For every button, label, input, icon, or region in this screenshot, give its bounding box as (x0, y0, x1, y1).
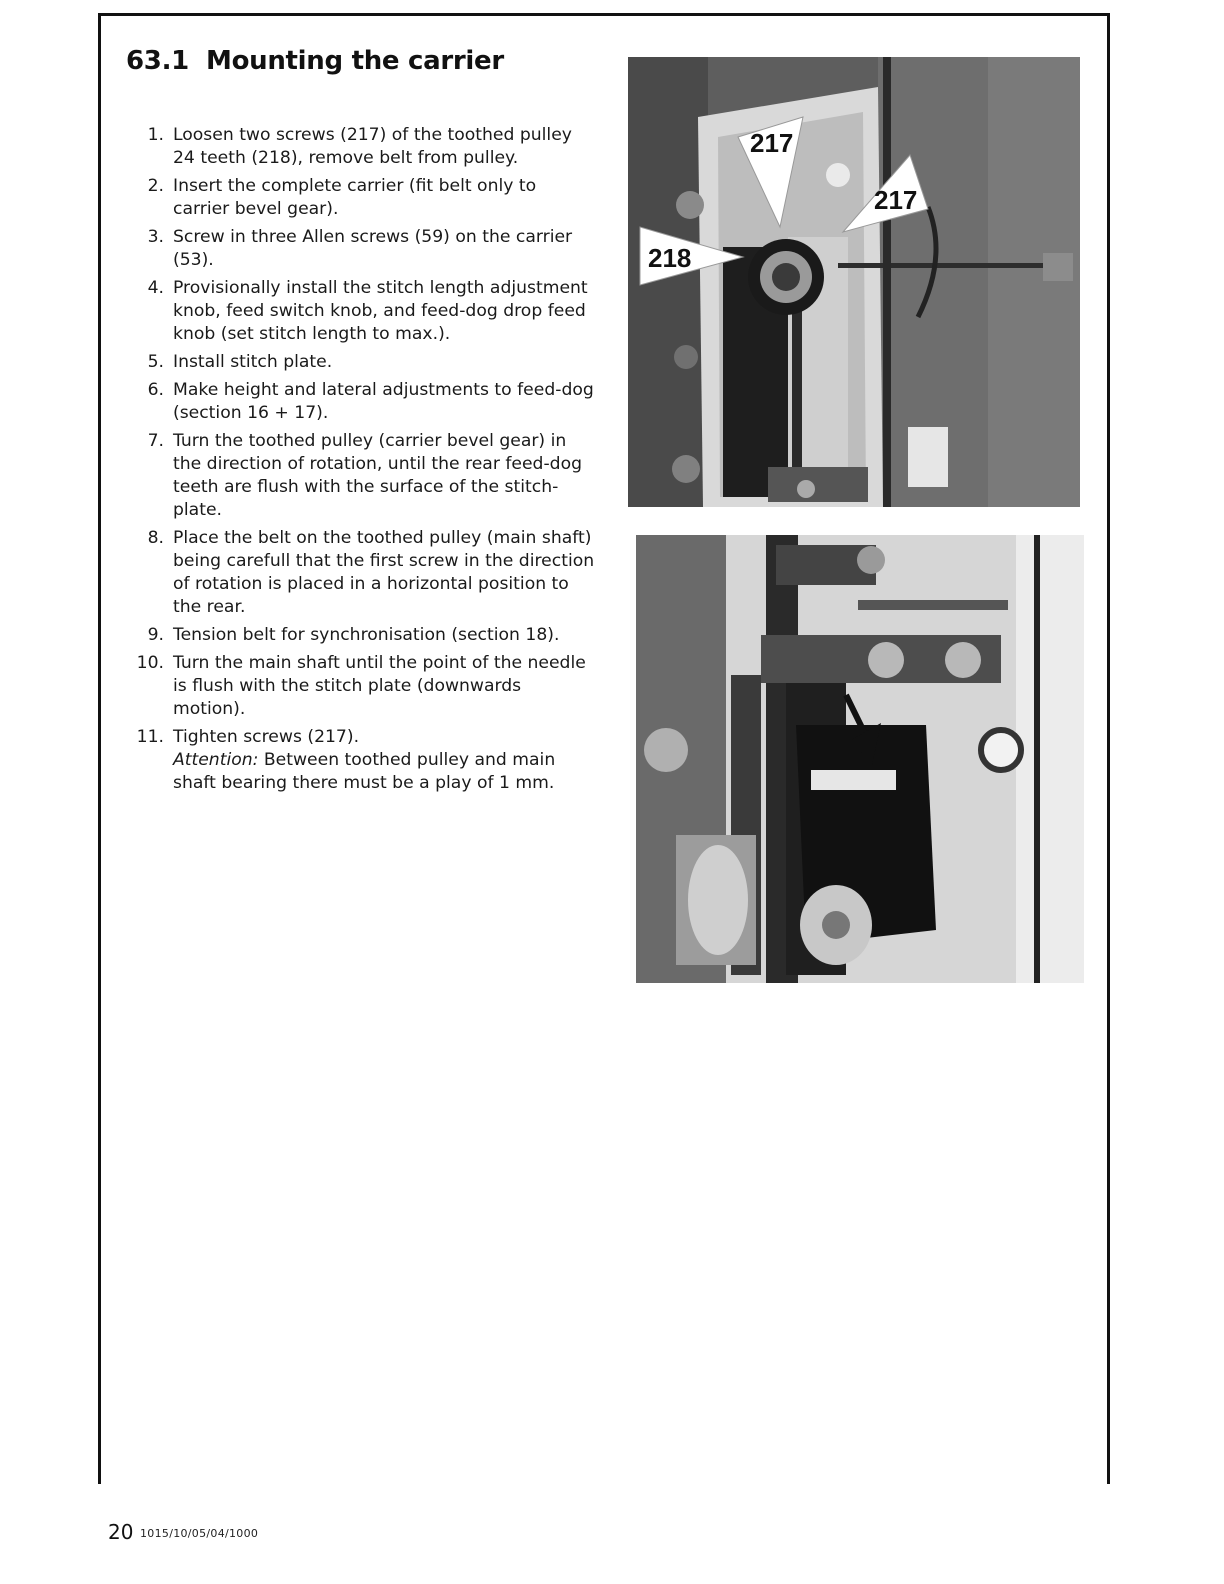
attention-text: Between toothed pulley and main shaft bearing there must be a play of 1 mm. (173, 750, 556, 793)
step-number: 3. (147, 227, 164, 247)
step-text: Make height and lateral adjustments to feed-dog (section 16 + 17). (173, 380, 594, 423)
step-text: Install stitch plate. (173, 352, 333, 372)
figure-carrier-pulley (628, 57, 1080, 507)
section-title: Mounting the carrier (206, 46, 504, 76)
step-number: 8. (147, 528, 164, 548)
figure-main-shaft (636, 535, 1084, 983)
step-text: Tighten screws (217). (173, 727, 360, 747)
attention-label: Attention: (173, 750, 259, 770)
step-number: 9. (147, 625, 164, 645)
step-text-group (173, 726, 596, 795)
step-number: 4. (147, 278, 164, 298)
step-number: 5. (147, 352, 164, 372)
main-shaft-photo (636, 535, 1084, 983)
instruction-list (126, 124, 596, 800)
list-item (126, 175, 596, 221)
document-code: 1015/10/05/04/1000 (140, 1527, 259, 1540)
list-item (126, 379, 596, 425)
page-number: 20 (108, 1520, 134, 1544)
list-item (126, 226, 596, 272)
step-text: Provisionally install the stitch length adjustment knob, feed switch knob, and feed-dog drop feed knob (set stitch length to max.). (173, 278, 588, 344)
list-item (126, 351, 596, 374)
step-number: 10. (136, 653, 164, 673)
list-item (126, 430, 596, 522)
list-item (126, 624, 596, 647)
step-number: 1. (147, 125, 164, 145)
list-item (126, 527, 596, 619)
callout-217-top: 217 (750, 128, 794, 158)
section-heading (126, 46, 504, 76)
list-item (126, 124, 596, 170)
step-text: Insert the complete carrier (fit belt only to carrier bevel gear). (173, 176, 537, 219)
step-text: Turn the toothed pulley (carrier bevel gear) in the direction of rotation, until the rear feed-dog teeth are flush with the surface of the stitch-plate. (173, 431, 582, 520)
step-number: 7. (147, 431, 164, 451)
step-number: 11. (136, 727, 164, 747)
attention-note (173, 749, 596, 795)
list-item (126, 726, 596, 795)
callout-218: 218 (648, 243, 692, 273)
step-text: Screw in three Allen screws (59) on the carrier (53). (173, 227, 573, 270)
step-number: 6. (147, 380, 164, 400)
list-item (126, 277, 596, 346)
list-item (126, 652, 596, 721)
callout-217-right: 217 (874, 185, 918, 215)
carrier-pulley-photo (628, 57, 1080, 507)
step-text: Turn the main shaft until the point of the needle is flush with the stitch plate (downwards motion). (173, 653, 586, 719)
step-text: Place the belt on the toothed pulley (main shaft) being carefull that the first screw in the direction of rotation is placed in a horizontal position to the rear. (173, 528, 595, 617)
step-number: 2. (147, 176, 164, 196)
section-number: 63.1 (126, 46, 189, 76)
step-text: Tension belt for synchronisation (section 18). (173, 625, 560, 645)
step-text: Loosen two screws (217) of the toothed pulley 24 teeth (218), remove belt from pulley. (173, 125, 572, 168)
